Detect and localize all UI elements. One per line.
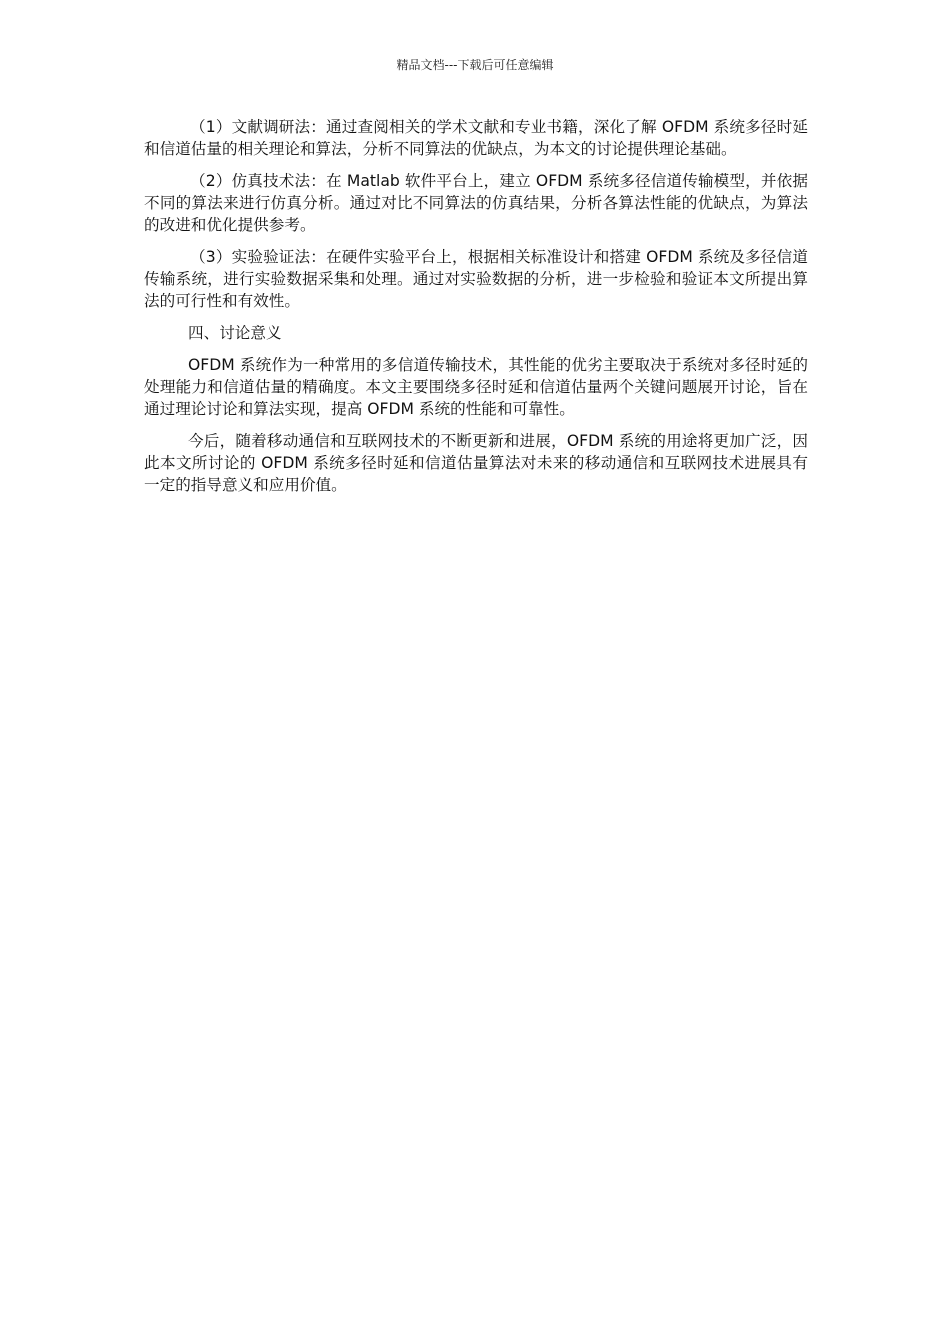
method-paragraph-experiment: （3）实验验证法：在硬件实验平台上，根据相关标准设计和搭建 OFDM 系统及多径信道传输系统，进行实验数据采集和处理。通过对实验数据的分析，进一步检验和验证本文所提出算法的可行性和有效性。 [144, 248, 808, 310]
method-paragraph-literature-review: （1）文献调研法：通过查阅相关的学术文献和专业书籍，深化了解 OFDM 系统多径时延和信道估量的相关理论和算法，分析不同算法的优缺点，为本文的讨论提供理论基础。 [144, 118, 808, 158]
method-paragraph-simulation: （2）仿真技术法：在 Matlab 软件平台上，建立 OFDM 系统多径信道传输模型，并依据不同的算法来进行仿真分析。通过对比不同算法的仿真结果，分析各算法性能的优缺点，为算法的改进和优化提供参考。 [144, 172, 808, 234]
document-body [144, 116, 808, 506]
section-heading-significance: 四、讨论意义 [188, 324, 282, 342]
significance-paragraph-2: 今后，随着移动通信和互联网技术的不断更新和进展，OFDM 系统的用途将更加广泛，因此本文所讨论的 OFDM 系统多径时延和信道估量算法对未来的移动通信和互联网技术进展具有一定的指导意义和应用价值。 [144, 432, 808, 494]
page-header: 精品文档---下载后可任意编辑 [396, 58, 554, 72]
significance-paragraph-1: OFDM 系统作为一种常用的多信道传输技术，其性能的优劣主要取决于系统对多径时延的处理能力和信道估量的精确度。本文主要围绕多径时延和信道估量两个关键问题展开讨论，旨在通过理论讨论和算法实现，提高 OFDM 系统的性能和可靠性。 [144, 356, 808, 418]
